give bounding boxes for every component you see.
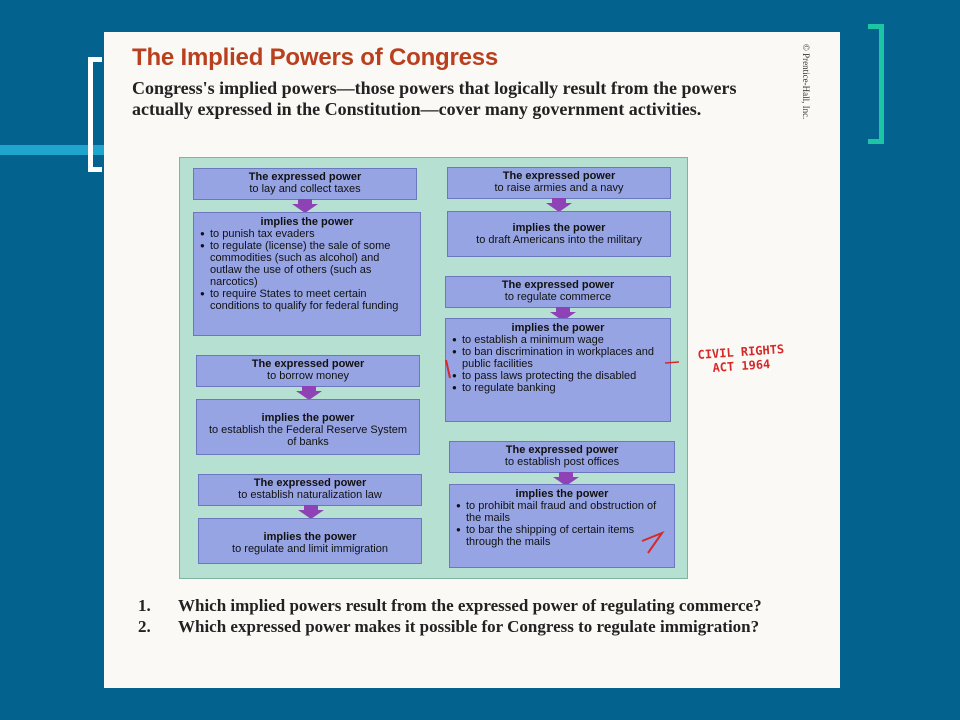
implied-power-list	[456, 500, 668, 548]
expressed-power-text: to establish post offices	[504, 456, 620, 468]
implied-box-commerce	[445, 318, 671, 422]
implied-power-item: ● to prohibit mail fraud and obstruction of the mails	[456, 500, 668, 524]
implied-power-item: ● to ban discrimination in workplaces and public facilities	[452, 346, 664, 370]
implied-box-taxes	[193, 212, 421, 336]
expressed-box-armies	[447, 167, 671, 199]
expressed-power-text: to establish naturalization law	[238, 489, 382, 501]
implied-power-item: ● to require States to meet certain conditions to qualify for federal funding	[200, 288, 414, 312]
implied-box-armies	[447, 211, 671, 257]
implies-label: implies the power	[260, 216, 354, 228]
expressed-label: The expressed power	[251, 358, 365, 370]
question-number: 2.	[138, 617, 151, 636]
expressed-power-text: to raise armies and a navy	[494, 182, 624, 194]
implied-power-item: ● to establish a minimum wage	[452, 334, 664, 346]
intro-paragraph: Congress's implied powers—those powers that logically result from the powers actually expressed in the Constitution—cover many government activities.	[132, 78, 737, 119]
expressed-label: The expressed power	[248, 171, 362, 183]
annotation-line: ACT 1964	[712, 357, 771, 376]
expressed-box-borrow	[196, 355, 420, 387]
handwritten-annotation	[697, 342, 785, 376]
question-item	[138, 616, 762, 637]
expressed-box-post	[449, 441, 675, 473]
expressed-power-text: to regulate commerce	[504, 291, 612, 303]
right-bracket-decoration	[868, 24, 884, 144]
question-text: Which expressed power makes it possible for Congress to regulate immigration?	[178, 617, 760, 636]
implied-power-text: to establish the Federal Reserve System of banks	[208, 424, 408, 448]
arrow-down-icon	[296, 386, 322, 400]
implied-power-list	[200, 228, 414, 312]
implied-power-list	[452, 334, 664, 394]
implied-power-item: ● to regulate (license) the sale of some commodities (such as alcohol) and outlaw the use of others (such as narcotics)	[200, 240, 414, 288]
red-pen-dash-mark	[664, 359, 680, 367]
implied-box-naturalization	[198, 518, 422, 564]
implied-power-item: ● to regulate banking	[452, 382, 664, 394]
expressed-box-commerce	[445, 276, 671, 308]
expressed-box-taxes	[193, 168, 417, 200]
implied-power-text: to regulate and limit immigration	[232, 543, 388, 555]
implies-label: implies the power	[512, 222, 606, 234]
arrow-down-icon	[546, 198, 572, 212]
implies-label: implies the power	[515, 488, 609, 500]
left-bracket-decoration	[88, 57, 102, 172]
expressed-label: The expressed power	[501, 279, 615, 291]
expressed-label: The expressed power	[253, 477, 367, 489]
implies-label: implies the power	[263, 531, 357, 543]
textbook-page	[104, 32, 840, 688]
red-pen-tick-mark	[443, 358, 455, 380]
implied-power-item: ● to pass laws protecting the disabled	[452, 370, 664, 382]
powers-diagram	[179, 157, 688, 579]
implied-power-text: to draft Americans into the military	[476, 234, 642, 246]
implies-label: implies the power	[511, 322, 605, 334]
expressed-label: The expressed power	[502, 170, 616, 182]
expressed-power-text: to lay and collect taxes	[249, 183, 361, 195]
expressed-box-naturalization	[198, 474, 422, 506]
red-pen-check-mark	[638, 529, 666, 555]
implied-power-item: ● to bar the shipping of certain items through the mails	[456, 524, 668, 548]
expressed-power-text: to borrow money	[267, 370, 349, 382]
implied-box-post	[449, 484, 675, 568]
implied-power-item: ● to punish tax evaders	[200, 228, 414, 240]
expressed-label: The expressed power	[505, 444, 619, 456]
question-number: 1.	[138, 596, 151, 615]
implies-label: implies the power	[261, 412, 355, 424]
copyright-note: © Prentice-Hall, Inc.	[801, 44, 811, 120]
page-title: The Implied Powers of Congress	[132, 44, 499, 71]
review-questions	[138, 595, 762, 637]
question-text: Which implied powers result from the expressed power of regulating commerce?	[178, 596, 762, 615]
question-item	[138, 595, 762, 616]
implied-box-borrow	[196, 399, 420, 455]
annotation-line: CIVIL RIGHTS	[697, 342, 785, 363]
arrow-down-icon	[292, 199, 318, 213]
arrow-down-icon	[298, 505, 324, 519]
